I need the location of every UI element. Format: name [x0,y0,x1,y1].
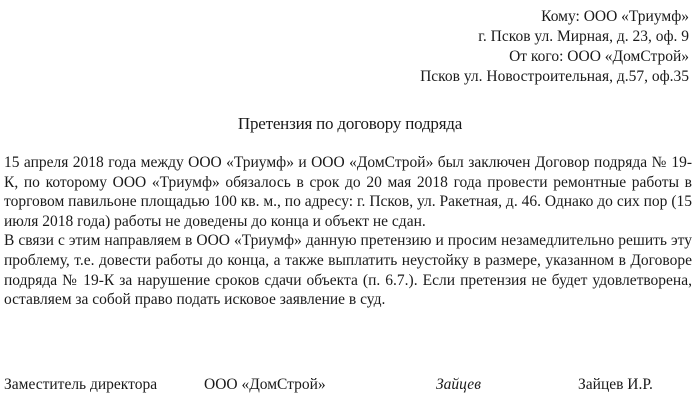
addressee-block [420,7,689,87]
signature-company: ООО «ДомСтрой» [204,376,326,393]
recipient-address: г. Псков ул. Мирная, д. 23, оф. 9 [478,28,689,45]
recipient-line: Кому: ООО «Триумф» [541,8,689,25]
document-body [4,153,692,310]
sender-line: От кого: ООО «ДомСтрой» [509,48,689,65]
sender-address: Псков ул. Новостроительная, д.57, оф.35 [420,68,689,85]
signature-handwritten: Зайцев [436,376,481,393]
signature-position: Заместитель директора [4,376,158,393]
document-title: Претензия по договору подряда [237,114,463,133]
paragraph-contract: 15 апреля 2018 года между ООО «Триумф» и ООО «ДомСтрой» был заключен Договор подряда № 19-К, по которому ООО «Триумф» обязалось в срок до 20 мая 2018 года провести ремонтные работы в торговом павильоне площадью 100 кв. м., по адресу: г. Псков, ул. Ракетная, д. 46. Однако до сих пор (15 июля 2018 года) работы не доведены до конца и объект не сдан. [4,154,692,230]
paragraph-demand: В связи с этим направляем в ООО «Триумф» данную претензию и просим незамедлительно решить эту проблему, т.е. довести работы до конца, а также выплатить неустойку в размере, указанном в Договоре подряда № 19-К за нарушение сроков сдачи объекта (п. 6.7.). Если претензия не будет удовлетворена, оставляем за собой право подать исковое заявление в суд. [4,232,692,309]
signature-name: Зайцев И.Р. [578,376,653,393]
